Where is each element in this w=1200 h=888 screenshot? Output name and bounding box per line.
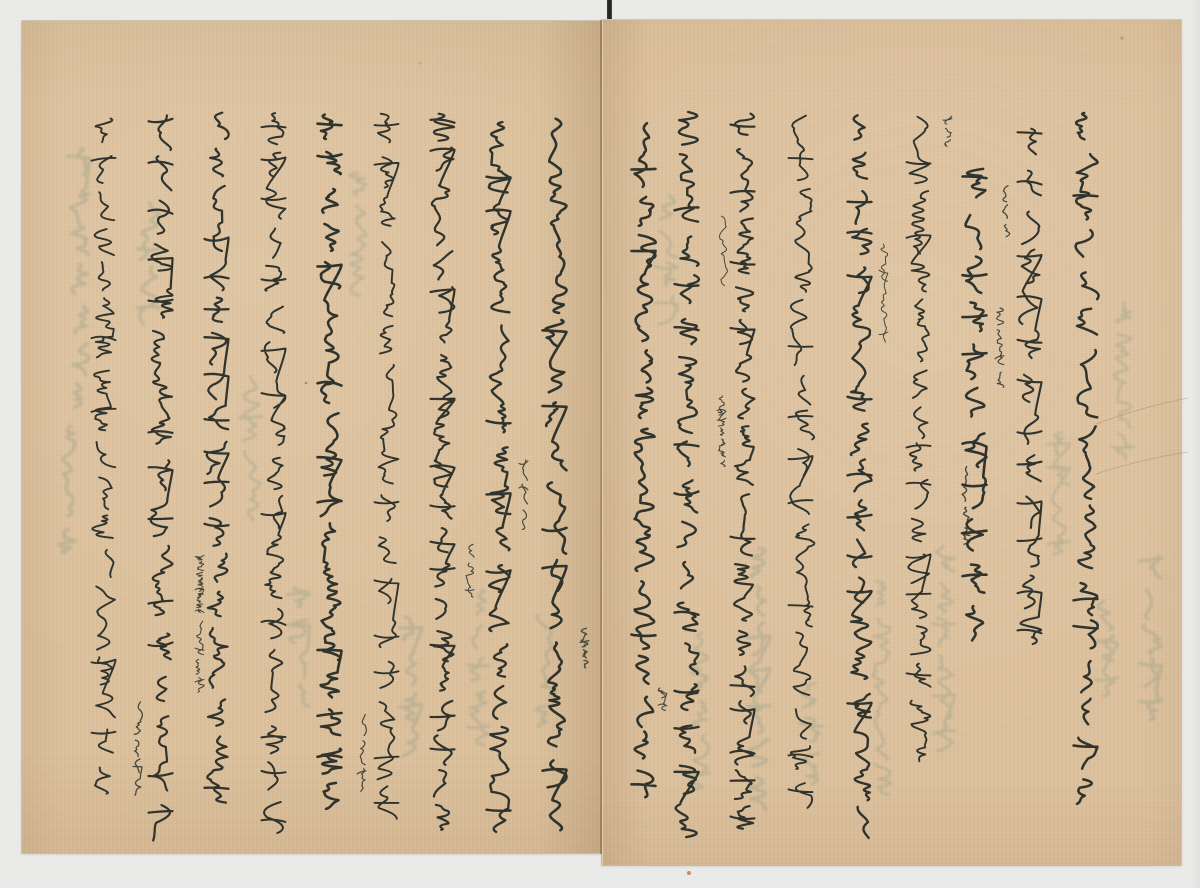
paper-speck bbox=[687, 871, 691, 875]
background-shading bbox=[1191, 0, 1200, 888]
page-left bbox=[22, 21, 602, 853]
gutter-crease bbox=[600, 20, 602, 854]
binding-notch bbox=[607, 0, 612, 19]
page-right bbox=[602, 20, 1181, 865]
